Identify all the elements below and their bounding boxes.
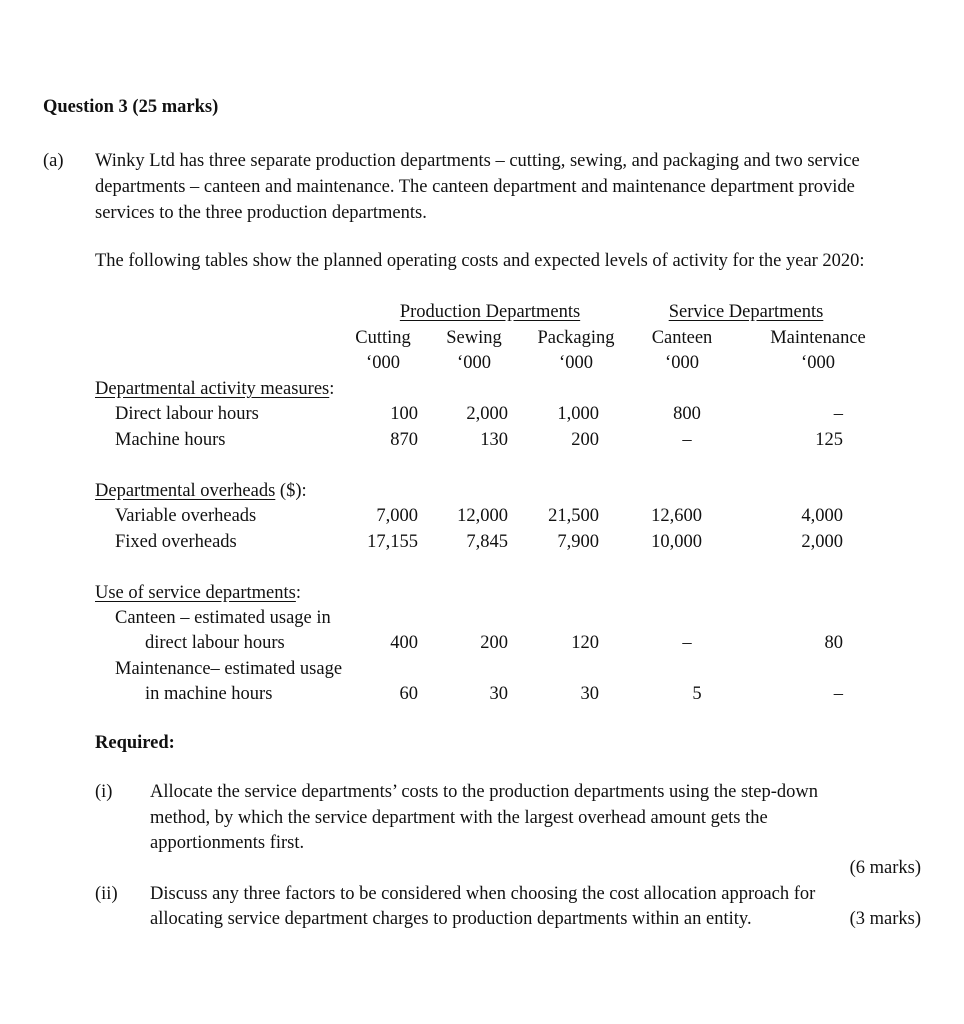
column-unit-packaging: ‘000 [559,353,593,373]
intro-line-2: departments – canteen and maintenance. The canteen department and maintenance department provide [95,177,855,197]
column-unit-sewing: ‘000 [457,353,491,373]
cell-var-sewing: 12,000 [457,506,508,526]
required-item-ii-line-1: Discuss any three factors to be considered when choosing the cost allocation approach for [150,884,816,904]
column-unit-maintenance: ‘000 [801,353,835,373]
cell-var-maintenance: 4,000 [801,506,843,526]
required-item-i-line-2: method, by which the service department with the largest overhead amount gets the [150,808,768,828]
intro-line-3: services to the three production departments. [95,203,427,223]
cell-maint-use-sewing: 30 [489,684,508,704]
required-item-i-line-3: apportionments first. [150,833,305,853]
cell-dlh-sewing: 2,000 [466,404,508,424]
section-heading-service-use-suffix: : [295,583,301,603]
cell-mh-cutting: 870 [390,430,418,450]
row-label-fixed-overheads: Fixed overheads [115,532,237,552]
cell-canteen-use-packaging: 120 [571,633,599,653]
cell-fix-packaging: 7,900 [557,532,599,552]
question-title: Question 3 (25 marks) [43,97,219,117]
cell-mh-maintenance: 125 [815,430,843,450]
required-item-i-marks: (6 marks) [849,858,921,878]
group-heading-production: Production Departments [399,302,581,322]
section-heading-service-use-text: Use of service departments [95,583,296,603]
cell-maint-use-cutting: 60 [399,684,418,704]
row-label-machine-hours: Machine hours [115,430,226,450]
row-label-direct-labour-hours: Direct labour hours [115,404,259,424]
cell-var-canteen: 12,600 [651,506,702,526]
cell-maint-use-packaging: 30 [580,684,599,704]
cell-canteen-use-canteen: – [682,633,692,653]
table-intro: The following tables show the planned operating costs and expected levels of activity for the year 2020: [95,251,865,271]
cell-canteen-use-sewing: 200 [480,633,508,653]
cell-dlh-packaging: 1,000 [557,404,599,424]
cell-canteen-use-cutting: 400 [390,633,418,653]
cell-dlh-maintenance: – [833,404,843,424]
row-label-canteen-usage-1: Canteen – estimated usage in [115,608,331,628]
row-label-maintenance-usage-1: Maintenance– estimated usage [115,659,343,679]
required-heading: Required: [95,733,175,753]
cell-fix-maintenance: 2,000 [801,532,843,552]
cell-mh-sewing: 130 [480,430,508,450]
column-header-canteen: Canteen [651,328,713,348]
cell-maint-use-maintenance: – [833,684,843,704]
cell-fix-cutting: 17,155 [367,532,418,552]
section-heading-service-use [95,583,301,604]
section-heading-overheads-text: Departmental overheads [95,481,276,501]
section-heading-activity [95,379,334,400]
row-label-maintenance-usage-2: in machine hours [145,684,273,704]
intro-line-1: Winky Ltd has three separate production departments – cutting, sewing, and packaging and two service [95,151,860,171]
section-heading-activity-suffix: : [329,379,335,399]
section-heading-overheads-suffix: ($): [275,481,307,501]
cell-dlh-canteen: 800 [673,404,701,424]
required-item-i-line-1: Allocate the service departments’ costs to the production departments using the step-down [150,782,819,802]
required-item-ii-line-2: allocating service department charges to production departments within an entity. [150,909,752,929]
required-item-i-label: (i) [95,782,113,802]
column-unit-cutting: ‘000 [366,353,400,373]
cell-var-cutting: 7,000 [376,506,418,526]
cell-dlh-cutting: 100 [390,404,418,424]
cell-canteen-use-maintenance: 80 [824,633,843,653]
required-item-ii-label: (ii) [95,884,118,904]
column-unit-canteen: ‘000 [665,353,699,373]
cell-fix-sewing: 7,845 [466,532,508,552]
column-header-maintenance: Maintenance [770,328,866,348]
cell-var-packaging: 21,500 [548,506,599,526]
column-header-cutting: Cutting [355,328,411,348]
section-heading-activity-text: Departmental activity measures [95,379,330,399]
cell-maint-use-canteen: 5 [692,684,702,704]
column-header-packaging: Packaging [537,328,615,348]
row-label-canteen-usage-2: direct labour hours [145,633,285,653]
section-heading-overheads [95,481,307,502]
required-item-ii-marks: (3 marks) [849,909,921,929]
row-label-variable-overheads: Variable overheads [115,506,257,526]
part-a-label: (a) [43,151,64,171]
column-header-sewing: Sewing [446,328,502,348]
cell-fix-canteen: 10,000 [651,532,702,552]
cell-mh-packaging: 200 [571,430,599,450]
group-heading-service: Service Departments [668,302,824,322]
cell-mh-canteen: – [682,430,692,450]
